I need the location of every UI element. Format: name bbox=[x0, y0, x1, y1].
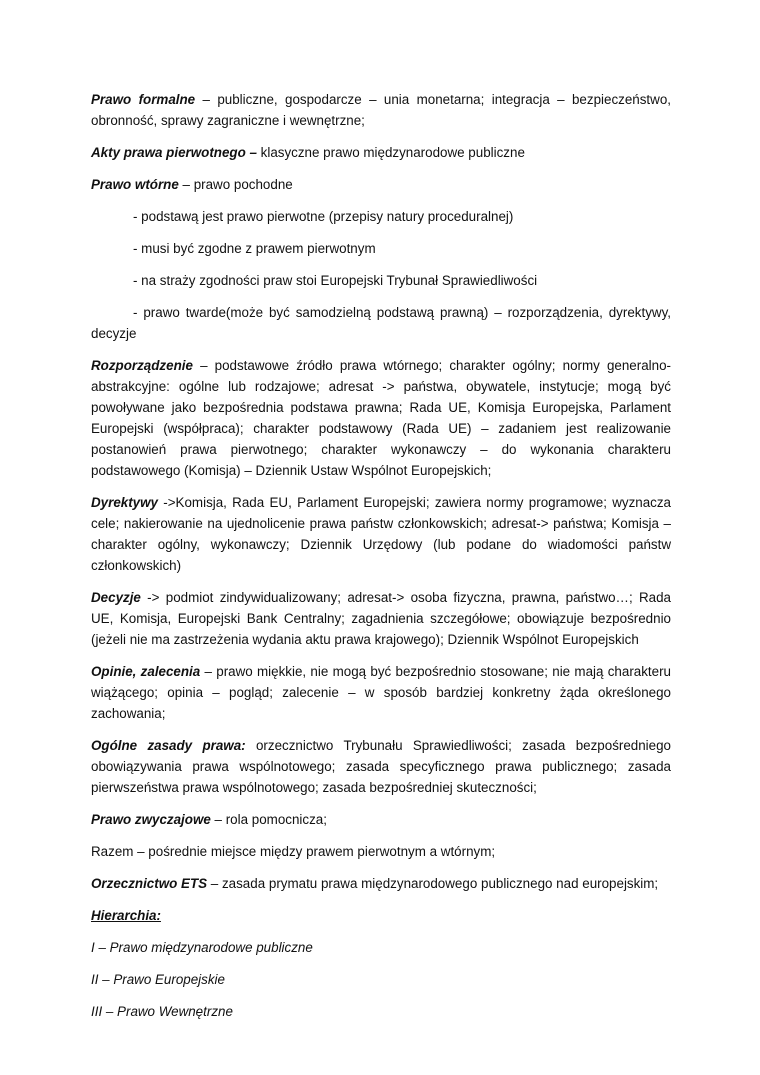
paragraph-text: -> podmiot zindywidualizowany; adresat-> osoba fizyczna, prawna, państwo…; Rada UE, Komisja, Europejski Bank Centralny; zagadnienia szczegółowe; obowiązuje bezpośrednio (jeżeli nie ma zastrzeżenia wydania aktu prawa krajowego); Dziennik Wspólnot Europejskich bbox=[91, 590, 671, 647]
paragraph-text: – prawo miękkie, nie mogą być bezpośrednio stosowane; nie mają charakteru wiążącego; opinia – pogląd; zalecenie – w sposób bardziej konkretny żąda określonego zachowania; bbox=[91, 664, 671, 721]
paragraph-orzecznictwo-ets bbox=[91, 873, 671, 894]
term-prawo-zwyczajowe: Prawo zwyczajowe bbox=[91, 812, 211, 827]
bullet-item: - musi być zgodne z prawem pierwotnym bbox=[133, 241, 376, 256]
document-body bbox=[91, 89, 671, 1033]
hierarchy-item: II – Prawo Europejskie bbox=[91, 972, 225, 987]
paragraph-text: – zasada prymatu prawa międzynarodowego publicznego nad europejskim; bbox=[207, 876, 659, 891]
paragraph-text: ->Komisja, Rada EU, Parlament Europejski; zawiera normy programowe; wyznacza cele; nakierowanie na ujednolicenie prawa państw członkowskich; adresat-> państwa; Komisja – charakter ogólny, wykonawczy; Dziennik Urzędowy (lub podane do wiadomości państw członkowskich) bbox=[91, 495, 671, 573]
paragraph-text: – prawo pochodne bbox=[178, 177, 293, 192]
paragraph-ogolne-zasady-prawa bbox=[91, 735, 671, 798]
bullet-item: - podstawą jest prawo pierwotne (przepisy natury proceduralnej) bbox=[133, 209, 514, 224]
paragraph-prawo-zwyczajowe bbox=[91, 809, 671, 830]
bullet-item: - prawo twarde(może być samodzielną podstawą prawną) – rozporządzenia, dyrektywy, decyzje bbox=[91, 305, 671, 341]
hierarchy-heading bbox=[91, 905, 671, 926]
paragraph-prawo-formalne bbox=[91, 89, 671, 131]
term-akty-prawa-pierwotnego: Akty prawa pierwotnego – bbox=[91, 145, 257, 160]
paragraph-prawo-wtorne bbox=[91, 174, 671, 195]
term-opinie-zalecenia: Opinie, zalecenia bbox=[91, 664, 201, 679]
term-dyrektywy: Dyrektywy bbox=[91, 495, 158, 510]
paragraph-text: – rola pomocnicza; bbox=[210, 812, 327, 827]
paragraph-akty-prawa-pierwotnego bbox=[91, 142, 671, 163]
term-orzecznictwo-ets: Orzecznictwo ETS bbox=[91, 876, 208, 891]
paragraph-text: orzecznictwo Trybunału Sprawiedliwości; zasada bezpośredniego obowiązywania prawa wspólnotowego; zasada specyficznego prawa publicznego; zasada pierwszeństwa prawa wspólnotowego; zasada bezpośredniej skuteczności; bbox=[91, 738, 672, 795]
paragraph-razem: Razem – pośrednie miejsce między prawem pierwotnym a wtórnym; bbox=[91, 844, 496, 859]
paragraph-text: – publiczne, gospodarcze – unia monetarna; integracja – bezpieczeństwo, obronność, sprawy zagraniczne i wewnętrzne; bbox=[91, 92, 671, 128]
paragraph-dyrektywy bbox=[91, 492, 671, 576]
paragraph-opinie-zalecenia bbox=[91, 661, 671, 724]
term-decyzje: Decyzje bbox=[91, 590, 141, 605]
bullet-item: - na straży zgodności praw stoi Europejski Trybunał Sprawiedliwości bbox=[133, 273, 538, 288]
term-prawo-formalne: Prawo formalne bbox=[91, 92, 196, 107]
hierarchy-heading-text: Hierarchia: bbox=[91, 908, 161, 923]
term-prawo-wtorne: Prawo wtórne bbox=[91, 177, 179, 192]
paragraph-text: klasyczne prawo międzynarodowe publiczne bbox=[256, 145, 525, 160]
term-rozporzadzenie: Rozporządzenie bbox=[91, 358, 193, 373]
term-ogolne-zasady-prawa: Ogólne zasady prawa: bbox=[91, 738, 246, 753]
hierarchy-item: III – Prawo Wewnętrzne bbox=[91, 1004, 233, 1019]
paragraph-decyzje bbox=[91, 587, 671, 650]
hierarchy-item: I – Prawo międzynarodowe publiczne bbox=[91, 940, 313, 955]
paragraph-rozporzadzenie bbox=[91, 355, 671, 481]
paragraph-text: – podstawowe źródło prawa wtórnego; charakter ogólny; normy generalno-abstrakcyjne: ogólne lub rodzajowe; adresat -> państwa, obywatele, instytucje; mogą być powoływane jako bezpośrednia podstawa prawna; Rada UE, Komisja Europejska, Parlament Europejski (współpraca); charakter podstawowy (Rada UE) – zadaniem jest realizowanie postanowień prawa pierwotnego; charakter wykonawczy – do wykonania charakteru podstawowego (Komisja) – Dziennik Ustaw Wspólnot Europejskich; bbox=[91, 358, 671, 478]
